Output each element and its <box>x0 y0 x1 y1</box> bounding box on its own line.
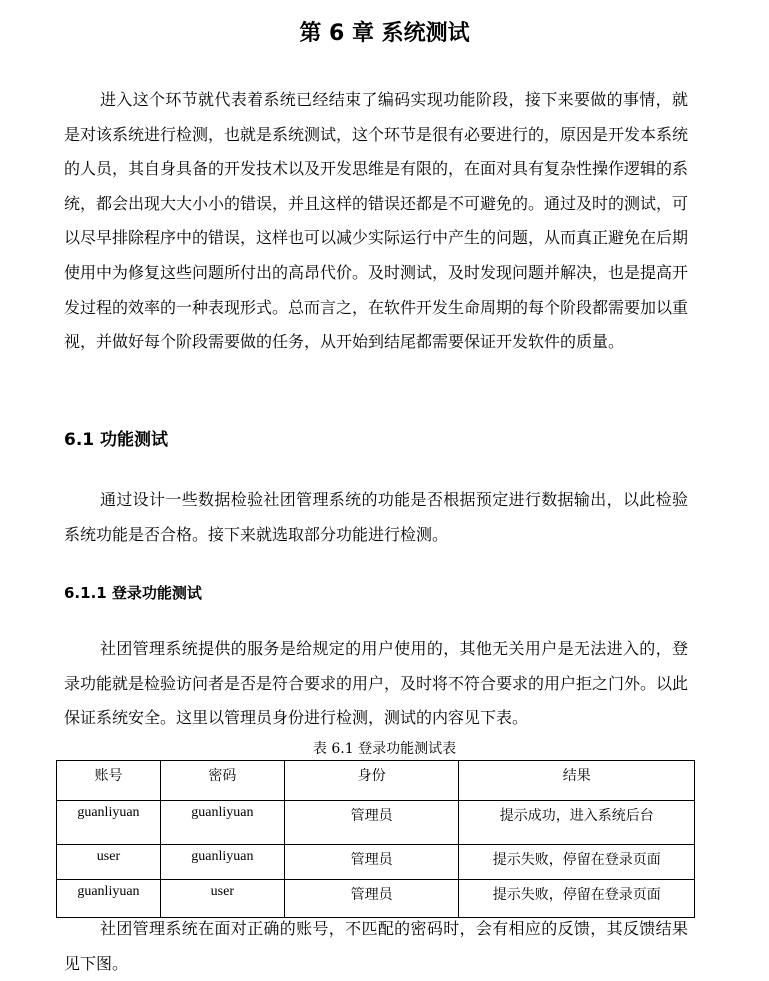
table-caption: 表 6.1 登录功能测试表 <box>312 741 457 757</box>
cell-account: user <box>57 845 161 880</box>
header-role: 身份 <box>284 761 459 801</box>
cell-result: 提示成功，进入系统后台 <box>459 801 695 845</box>
section-6-1-heading: 6.1 功能测试 <box>64 430 169 450</box>
header-password: 密码 <box>160 761 284 801</box>
table-header-row <box>57 761 695 801</box>
cell-result: 提示失败，停留在登录页面 <box>459 845 695 880</box>
cell-role: 管理员 <box>284 880 459 918</box>
table-row <box>57 845 695 880</box>
table-row <box>57 801 695 845</box>
cell-role: 管理员 <box>284 845 459 880</box>
closing-paragraph: 社团管理系统在面对正确的账号，不匹配的密码时，会有相应的反馈，其反馈结果见下图。 <box>64 919 688 973</box>
section-6-1-1-paragraph: 社团管理系统提供的服务是给规定的用户使用的，其他无关用户是无法进入的，登录功能就是检验访问者是否是符合要求的用户，及时将不符合要求的用户拒之门外。以此保证系统安全。这里以管理员身份进行检测，测试的内容见下表。 <box>64 639 689 728</box>
cell-password: guanliyuan <box>160 845 284 880</box>
header-result: 结果 <box>459 761 695 801</box>
cell-role: 管理员 <box>284 801 459 845</box>
intro-paragraph: 进入这个环节就代表着系统已经结束了编码实现功能阶段，接下来要做的事情，就是对该系统进行检测，也就是系统测试，这个环节是很有必要进行的，原因是开发本系统的人员，其自身具备的开发技术以及开发思维是有限的，在面对具有复杂性操作逻辑的系统，都会出现大大小小的错误，并且这样的错误还都是不可避免的。通过及时的测试，可以尽早排除程序中的错误，这样也可以减少实际运行中产生的问题，从而真正避免在后期使用中为修复这些问题所付出的高昂代价。及时测试，及时发现问题并解决，也是提高开发过程的效率的一种表现形式。总而言之，在软件开发生命周期的每个阶段都需要加以重视，并做好每个阶段需要做的任务，从开始到结尾都需要保证开发软件的质量。 <box>64 90 689 352</box>
section-6-1-1-heading: 6.1.1 登录功能测试 <box>64 584 202 602</box>
cell-password: guanliyuan <box>160 801 284 845</box>
login-test-table <box>56 760 695 918</box>
chapter-title: 第 6 章 系统测试 <box>299 21 470 46</box>
cell-password: user <box>160 880 284 918</box>
header-account: 账号 <box>57 761 161 801</box>
section-6-1-paragraph: 通过设计一些数据检验社团管理系统的功能是否根据预定进行数据输出，以此检验系统功能是否合格。接下来就选取部分功能进行检测。 <box>64 490 688 544</box>
cell-account: guanliyuan <box>57 801 161 845</box>
cell-account: guanliyuan <box>57 880 161 918</box>
cell-result: 提示失败，停留在登录页面 <box>459 880 695 918</box>
